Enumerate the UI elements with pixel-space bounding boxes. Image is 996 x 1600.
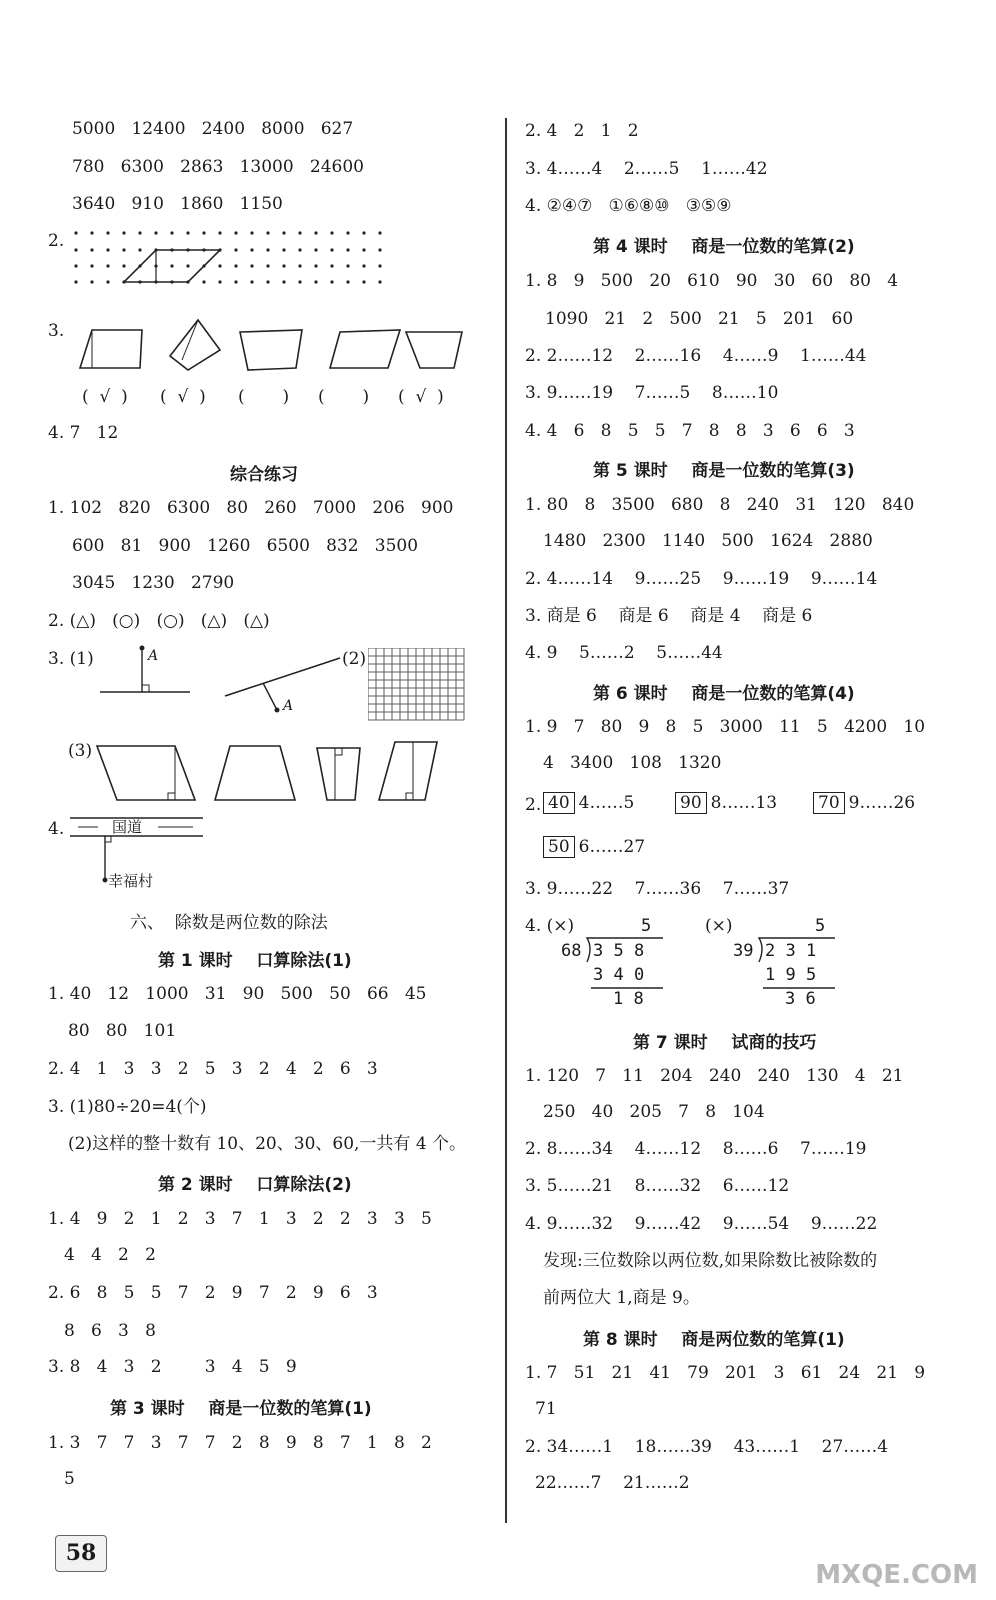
answer-line: 3. 商是 6 商是 6 商是 4 商是 6 (525, 606, 813, 626)
answer-line: 4. 9 5……2 5……44 (525, 643, 723, 663)
answer-line: 前两位大 1,商是 9。 (543, 1288, 700, 1308)
quotient-box: 70 (813, 792, 845, 814)
answer-line: 3. 8 4 3 2 3 4 5 9 (48, 1357, 297, 1377)
question-number: 4. (48, 819, 65, 839)
answer-line: 3640 910 1860 1150 (72, 194, 283, 214)
division-quotient: 5 (815, 916, 826, 936)
point-label: A (283, 698, 294, 714)
answer-line: 发现:三位数除以两位数,如果除数比被除数的 (543, 1251, 878, 1271)
lesson-heading: 第 3 课时 商是一位数的笔算(1) (110, 1399, 372, 1419)
answer-line: 3. 5……21 8……32 6……12 (525, 1176, 790, 1196)
answer-line: 5000 12400 2400 8000 627 (72, 119, 354, 139)
answer-line: 3. (1)80÷20=4(个) (48, 1097, 207, 1117)
answer-line: 2. 34……1 18……39 43……1 27……4 (525, 1437, 889, 1457)
remainder-text: 6……27 (578, 837, 646, 857)
division-divisor: 39 (733, 941, 754, 961)
answer-line: 3. (1) (48, 649, 94, 669)
answer-line: 3. 9……22 7……36 7……37 (525, 879, 790, 899)
check-mark: ( ) (318, 387, 370, 407)
answer-line: 71 (535, 1399, 557, 1419)
lesson-heading: 第 6 课时 商是一位数的笔算(4) (593, 684, 855, 704)
question-number: 3. (48, 321, 65, 341)
division-bracket (585, 936, 665, 992)
answer-line: 250 40 205 7 8 104 (543, 1102, 765, 1122)
answer-line: (×) (705, 916, 733, 936)
division-quotient: 5 (641, 916, 652, 936)
answer-line: (2)这样的整十数有 10、20、30、60,一共有 4 个。 (68, 1134, 467, 1154)
answer-box-item (675, 792, 777, 814)
perpendicular-drawings (95, 640, 355, 730)
division-dividend: 2 3 1 (765, 941, 817, 961)
quotient-box: 50 (543, 836, 575, 858)
column-divider (505, 118, 507, 1523)
answer-line: 1. 8 9 500 20 610 90 30 60 80 4 (525, 271, 899, 291)
answer-line: 2. 6 8 5 5 7 2 9 7 2 9 6 3 (48, 1283, 378, 1303)
dot-grid-parallelogram (70, 228, 400, 288)
answer-line: 4. (×) (525, 916, 575, 936)
division-divisor: 68 (561, 941, 582, 961)
division-product: 3 4 0 (593, 965, 645, 985)
answer-line: 1. 102 820 6300 80 260 7000 206 900 (48, 498, 454, 518)
question-part: (2) (342, 649, 367, 669)
lesson-heading: 第 4 课时 商是一位数的笔算(2) (593, 237, 855, 257)
lesson-heading: 第 8 课时 商是两位数的笔算(1) (583, 1330, 845, 1350)
answer-line: 3045 1230 2790 (72, 573, 235, 593)
village-label: 幸福村 (108, 872, 154, 890)
lesson-heading: 第 5 课时 商是一位数的笔算(3) (593, 461, 855, 481)
point-label: A (148, 648, 159, 664)
answer-line: 3. 9……19 7……5 8……10 (525, 383, 779, 403)
remainder-text: 8……13 (710, 793, 778, 813)
section-heading: 综合练习 (230, 465, 298, 485)
answer-line: 2. 4 1 3 3 2 5 3 2 4 2 6 3 (48, 1059, 378, 1079)
quotient-box: 90 (675, 792, 707, 814)
watermark: MXQE.COM (815, 1560, 978, 1590)
check-mark: ( √ ) (82, 387, 128, 407)
answer-line: 1. 40 12 1000 31 90 500 50 66 45 (48, 984, 427, 1004)
answer-line: 1480 2300 1140 500 1624 2880 (543, 531, 873, 551)
answer-line: 80 80 101 (68, 1021, 177, 1041)
answer-line: 4. ②④⑦ ①⑥⑧⑩ ③⑤⑨ (525, 196, 732, 216)
question-number: 2. (525, 795, 542, 815)
division-remainder: 1 8 (613, 989, 644, 1009)
road-label: 国道 (112, 818, 143, 836)
check-mark: ( ) (238, 387, 290, 407)
answer-line: 1. 7 51 21 41 79 201 3 61 24 21 9 (525, 1363, 926, 1383)
answer-box-item (543, 792, 634, 814)
lesson-heading: 第 2 课时 口算除法(2) (158, 1175, 352, 1195)
answer-line: 2. 2……12 2……16 4……9 1……44 (525, 346, 867, 366)
page-number: 58 (55, 1535, 107, 1572)
remainder-text: 9……26 (848, 793, 916, 813)
grid-drawing (368, 648, 468, 726)
answer-box-item (813, 792, 915, 814)
answer-line: 780 6300 2863 13000 24600 (72, 157, 364, 177)
answer-line: 1. 4 9 2 1 2 3 7 1 3 2 2 3 3 5 (48, 1209, 432, 1229)
answer-line: 2. 8……34 4……12 8……6 7……19 (525, 1139, 867, 1159)
answer-line: 2. 4……14 9……25 9……19 9……14 (525, 569, 878, 589)
division-dividend: 3 5 8 (593, 941, 645, 961)
question-number: 2. (48, 231, 65, 251)
division-product: 1 9 5 (765, 965, 817, 985)
answer-line: 4 4 2 2 (64, 1245, 156, 1265)
answer-line: 4 3400 108 1320 (543, 753, 722, 773)
answer-line: 4. 4 6 8 5 5 7 8 8 3 6 6 3 (525, 421, 855, 441)
answer-line: 5 (64, 1469, 75, 1489)
quotient-box: 40 (543, 792, 575, 814)
quadrilateral-shapes (70, 318, 470, 378)
answer-line: 2. (△) (○) (○) (△) (△) (48, 611, 270, 631)
answer-line: 3. 4……4 2……5 1……42 (525, 159, 768, 179)
answer-box-item (543, 836, 645, 858)
answer-line: 22……7 21……2 (535, 1473, 690, 1493)
answer-line: 8 6 3 8 (64, 1321, 156, 1341)
answer-line: 1. 120 7 11 204 240 240 130 4 21 (525, 1066, 904, 1086)
answer-line: 1. 9 7 80 9 8 5 3000 11 5 4200 10 (525, 717, 926, 737)
answer-line: 1. 80 8 3500 680 8 240 31 120 840 (525, 495, 915, 515)
chapter-heading: 六、 除数是两位数的除法 (130, 913, 328, 933)
height-drawings (95, 738, 450, 804)
division-bracket (757, 936, 837, 992)
answer-line: 1090 21 2 500 21 5 201 60 (545, 309, 854, 329)
answer-line: 4. 9……32 9……42 9……54 9……22 (525, 1214, 878, 1234)
answer-line: 1. 3 7 7 3 7 7 2 8 9 8 7 1 8 2 (48, 1433, 432, 1453)
answer-line: 600 81 900 1260 6500 832 3500 (72, 536, 419, 556)
check-mark: ( √ ) (398, 387, 444, 407)
question-part: (3) (68, 741, 93, 761)
lesson-heading: 第 1 课时 口算除法(1) (158, 951, 352, 971)
remainder-text: 4……5 (578, 793, 635, 813)
answer-line: 2. 4 2 1 2 (525, 121, 639, 141)
check-mark: ( √ ) (160, 387, 206, 407)
division-remainder: 3 6 (785, 989, 816, 1009)
answer-line: 4. 7 12 (48, 423, 119, 443)
lesson-heading: 第 7 课时 试商的技巧 (633, 1033, 817, 1053)
